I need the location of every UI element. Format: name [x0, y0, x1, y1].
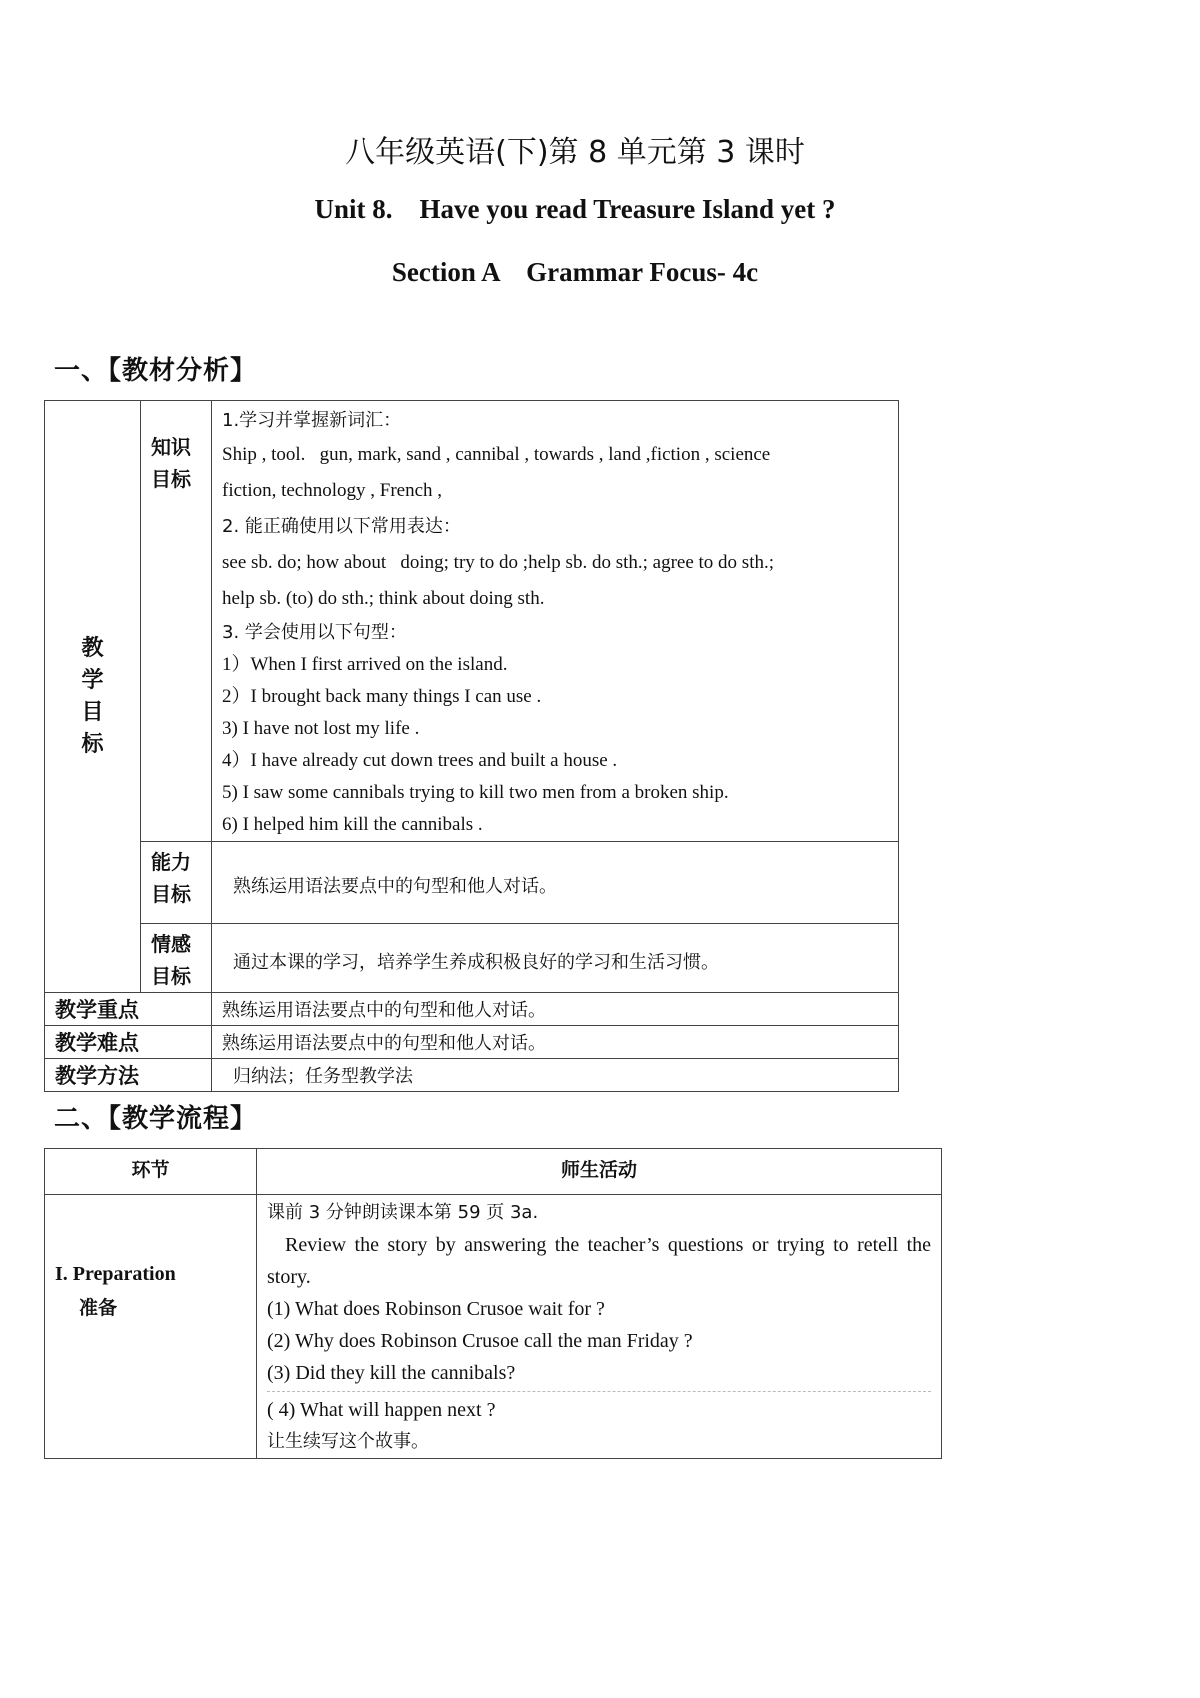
sentence-item: 3) I have not lost my life .	[222, 718, 420, 739]
goals-char: 教	[81, 635, 104, 661]
question-item: (1) What does Robinson Crusoe wait for ?	[267, 1298, 605, 1320]
activity-cell	[257, 1195, 942, 1459]
stage-column-header: 环节	[45, 1149, 257, 1195]
section-title: Section A Grammar Focus- 4c	[391, 257, 759, 287]
goals-char: 学	[81, 667, 104, 693]
teaching-goals-label	[45, 401, 141, 993]
label-line: 目标	[151, 964, 191, 988]
activity-intro: 课前 3 分钟朗读课本第 59 页 3a.	[267, 1202, 539, 1223]
ability-goal-label	[141, 842, 212, 924]
document-title-cn: 八年级英语(下)第 8 单元第 3 课时	[345, 135, 805, 170]
knowledge-goal-label	[141, 401, 212, 842]
expressions-heading: 2. 能正确使用以下常用表达：	[222, 516, 461, 537]
sentence-item: 6) I helped him kill the cannibals .	[222, 814, 483, 835]
ability-goal-content	[212, 842, 899, 924]
label-line: 知识	[151, 435, 191, 459]
question-item: ( 4) What will happen next ?	[267, 1399, 496, 1421]
sentence-item: 2）I brought back many things I can use .	[222, 686, 542, 707]
sentence-item: 4）I have already cut down trees and built a house .	[222, 750, 618, 771]
expressions-line: see sb. do; how about doing; try to do ;help sb. do sth.; agree to do sth.;	[222, 552, 775, 573]
difficulties-content	[212, 1026, 899, 1059]
vocab-line: fiction, technology , French ,	[222, 480, 443, 501]
emotion-text: 通过本课的学习，培养学生养成积极良好的学习和生活习惯。	[233, 952, 719, 973]
unit-title: Unit 8. Have you read Treasure Island yet ?	[314, 194, 836, 224]
methods-label: 教学方法	[45, 1059, 212, 1092]
emotion-goal-content	[212, 924, 899, 993]
goals-char: 标	[81, 731, 104, 757]
ability-text: 熟练运用语法要点中的句型和他人对话。	[233, 875, 557, 897]
section1-heading: 一、【教材分析】	[54, 356, 258, 386]
key-points-text: 熟练运用语法要点中的句型和他人对话。	[222, 1000, 546, 1021]
analysis-table	[44, 400, 899, 1092]
activity-review: Review the story by answering the teacher’s questions or trying to retell the story.	[267, 1234, 931, 1288]
sentences-heading: 3. 学会使用以下句型：	[222, 622, 407, 643]
expressions-line: help sb. (to) do sth.; think about doing sth.	[222, 588, 545, 609]
question-item: (3) Did they kill the cannibals?	[267, 1362, 516, 1384]
key-points-content	[212, 993, 899, 1026]
label-line: 目标	[151, 882, 191, 906]
emotion-goal-label	[141, 924, 212, 993]
activity-column-header: 师生活动	[257, 1149, 942, 1195]
section2-heading: 二、【教学流程】	[54, 1104, 258, 1134]
label-line: 目标	[151, 467, 191, 491]
question-item: (2) Why does Robinson Crusoe call the man Friday ?	[267, 1330, 693, 1352]
label-line: 能力	[151, 850, 191, 874]
vocab-heading: 1.学习并掌握新词汇：	[222, 410, 402, 431]
difficulties-label: 教学难点	[45, 1026, 212, 1059]
key-points-label: 教学重点	[45, 993, 212, 1026]
sentence-item: 1）When I first arrived on the island.	[222, 654, 508, 675]
label-line: 情感	[151, 932, 191, 956]
vocab-line: Ship , tool. gun, mark, sand , cannibal , towards , land ,fiction , science	[222, 444, 771, 465]
stage-name-en: I. Preparation	[55, 1263, 176, 1285]
stage-cell	[45, 1195, 257, 1459]
knowledge-goal-content	[212, 401, 899, 842]
sentence-item: 5) I saw some cannibals trying to kill two men from a broken ship.	[222, 782, 729, 803]
difficulties-text: 熟练运用语法要点中的句型和他人对话。	[222, 1033, 546, 1054]
process-table	[44, 1148, 942, 1459]
methods-text: 归纳法；任务型教学法	[233, 1066, 413, 1087]
activity-homework: 让生续写这个故事。	[267, 1431, 429, 1452]
methods-content	[212, 1059, 899, 1092]
stage-name-cn: 准备	[79, 1297, 118, 1319]
goals-char: 目	[81, 699, 104, 725]
